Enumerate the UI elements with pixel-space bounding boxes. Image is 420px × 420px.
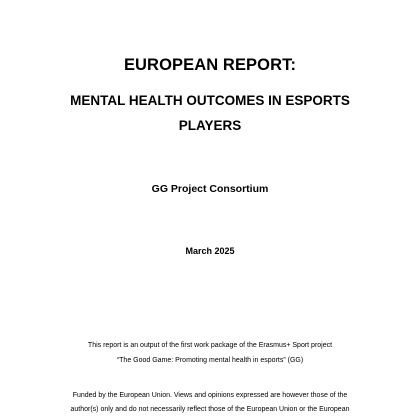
funding-disclaimer-line-2: author(s) only and do not necessarily reflect those of the European Union or the European (70, 406, 350, 413)
report-subtitle-line-1: MENTAL HEALTH OUTCOMES IN ESPORTS (70, 93, 350, 108)
report-subtitle-line-2: PLAYERS (178, 118, 242, 133)
project-note-line-1: This report is an output of the first work package of the Erasmus+ Sport project (87, 342, 333, 349)
report-title: EUROPEAN REPORT: (123, 56, 297, 74)
funding-disclaimer-line-1: Funded by the European Union. Views and opinions expressed are however those of the (72, 392, 348, 399)
report-author: GG Project Consortium (151, 183, 269, 195)
report-date: March 2025 (185, 246, 235, 256)
project-note-line-2: “The Good Game: Promoting mental health in esports” (GG) (116, 357, 304, 364)
